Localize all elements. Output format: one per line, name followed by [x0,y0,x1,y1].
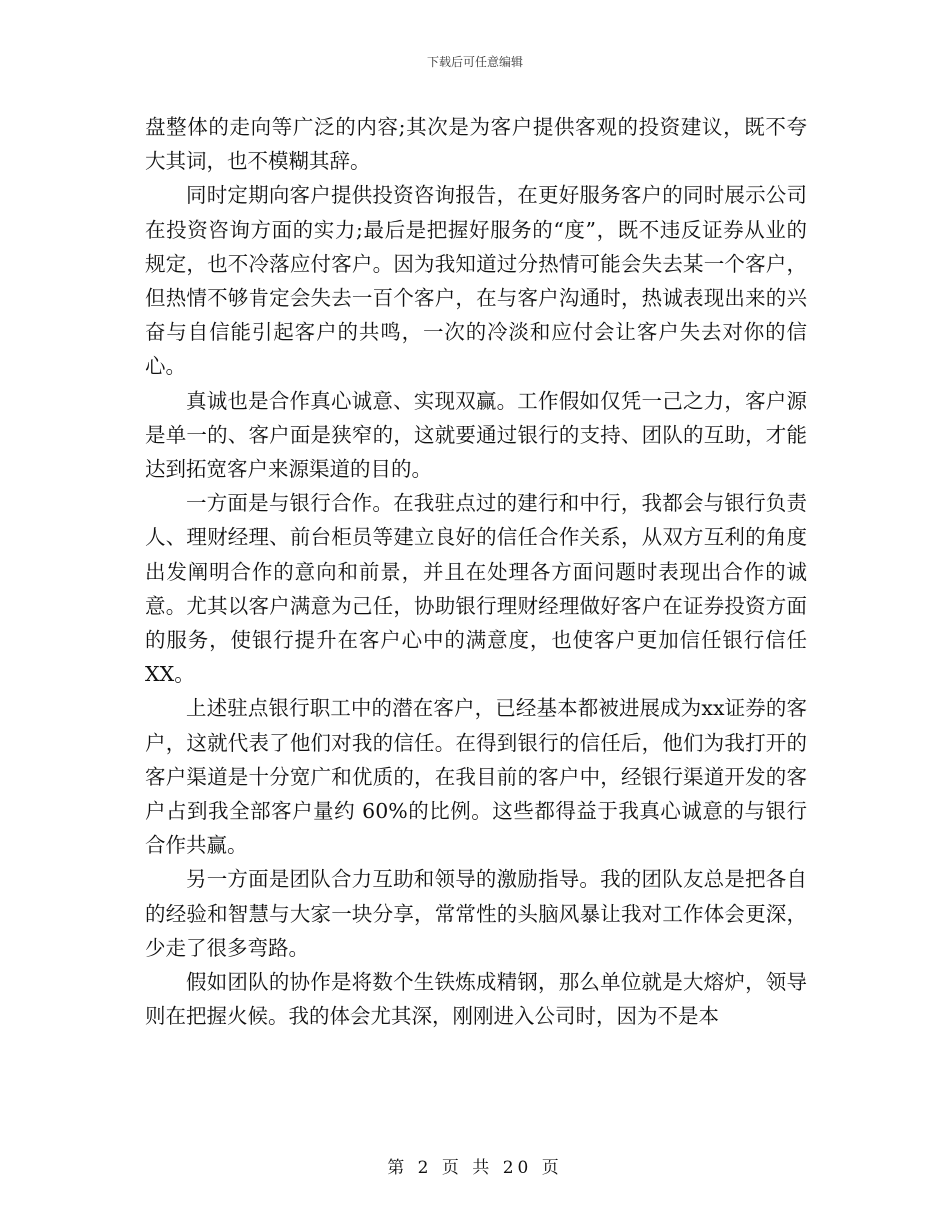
paragraph: 同时定期向客户提供投资咨询报告，在更好服务客户的同时展示公司在投资咨询方面的实力;最后是把握好服务的“度”，既不违反证券从业的规定，也不冷落应付客户。因为我知道过分热情可能会失去某一个客户，但热情不够肯定会失去一百个客户，在与客户沟通时，热诚表现出来的兴奋与自信能引起客户的共鸣，一次的冷淡和应付会让客户失去对你的信心。 [145,183,807,379]
paragraph: 假如团队的协作是将数个生铁炼成精钢，那么单位就是大熔炉，领导则在把握火候。我的体会尤其深，刚刚进入公司时，因为不是本 [145,970,807,1029]
paragraph: 真诚也是合作真心诚意、实现双赢。工作假如仅凭一己之力，客户源是单一的、客户面是狭窄的，这就要通过银行的支持、团队的互助，才能达到拓宽客户来源渠道的目的。 [145,388,807,482]
page-header-note: 下载后可任意编辑 [426,55,523,69]
document-body [145,110,807,1033]
paragraph: 另一方面是团队合力互助和领导的激励指导。我的团队友总是把各自的经验和智慧与大家一块分享，常常性的头脑风暴让我对工作体会更深，少走了很多弯路。 [145,867,807,960]
page-number-footer: 第 2 页 共 20 页 [387,1158,563,1178]
paragraph: 一方面是与银行合作。在我驻点过的建行和中行，我都会与银行负责人、理财经理、前台柜员等建立良好的信任合作关系，从双方互利的角度出发阐明合作的意向和前景，并且在处理各方面问题时表现出合作的诚意。尤其以客户满意为己任，协助银行理财经理做好客户在证券投资方面的服务，使银行提升在客户心中的满意度，也使客户更加信任银行信任XX。 [145,491,807,687]
paragraph: 上述驻点银行职工中的潜在客户，已经基本都被进展成为xx证券的客户，这就代表了他们对我的信任。在得到银行的信任后，他们为我打开的客户渠道是十分宽广和优质的，在我目前的客户中，经银行渠道开发的客户占到我全部客户量约 60%的比例。这些都得益于我真心诚意的与银行合作共赢。 [145,696,807,858]
paragraph: 盘整体的走向等广泛的内容;其次是为客户提供客观的投资建议，既不夸大其词，也不模糊其辞。 [145,115,807,174]
